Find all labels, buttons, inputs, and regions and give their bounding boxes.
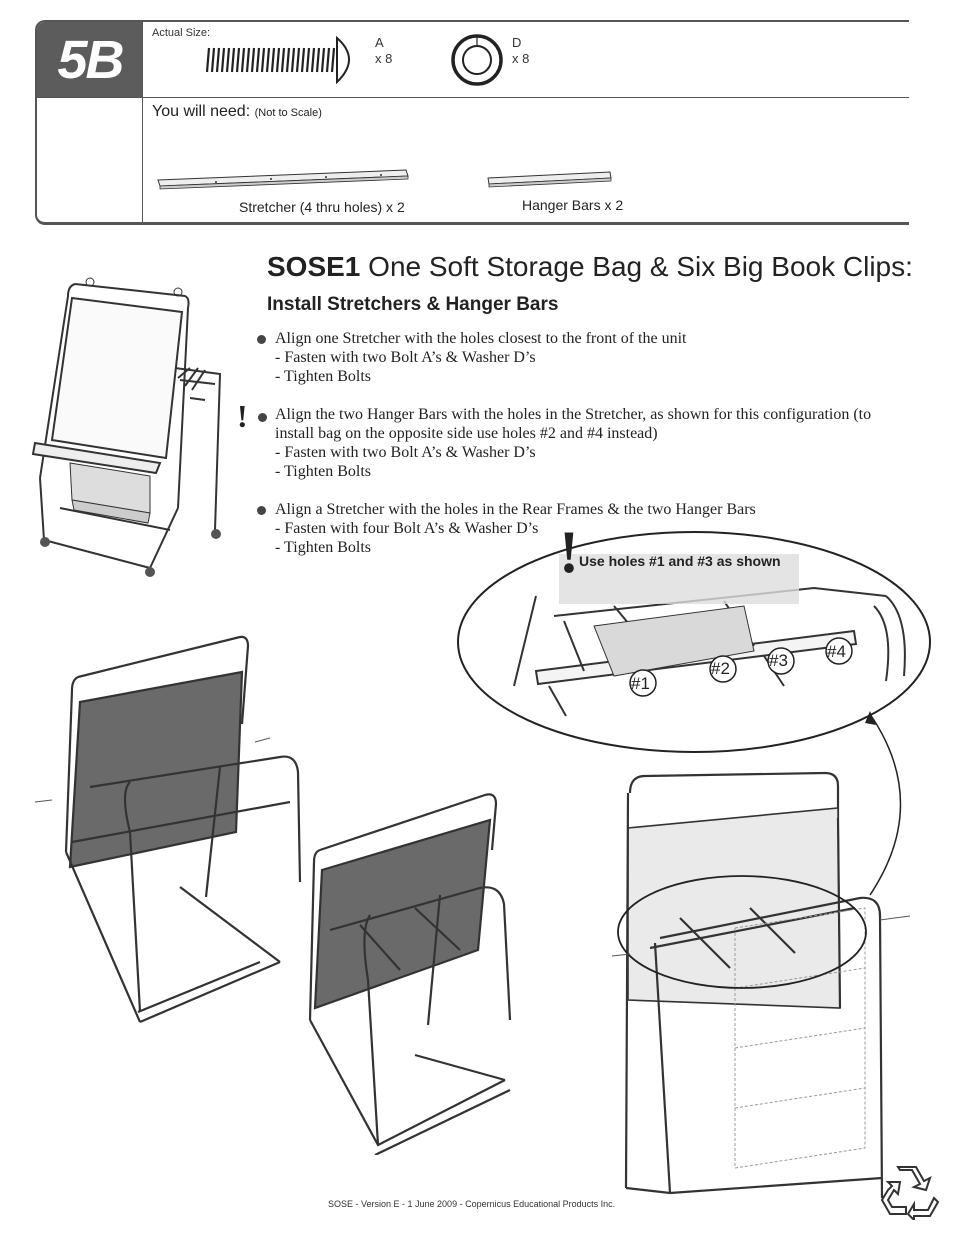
hole-1-label: #1 (631, 674, 650, 693)
hanger-label: Hanger Bars x 2 (522, 197, 624, 213)
step-bullet (258, 413, 267, 422)
frame-illustration-2 (300, 790, 540, 1155)
warning-icon: ! (559, 519, 579, 585)
actual-size-label: Actual Size: (152, 27, 211, 39)
frame-illustration-3 (600, 768, 930, 1208)
header-divider (37, 97, 909, 98)
part-d-qty: x 8 (512, 51, 530, 66)
you-will-need-label: You will need: (Not to Scale) (152, 103, 322, 120)
stretcher-label: Stretcher (4 thru holes) x 2 (239, 199, 405, 215)
stretcher-drawing (156, 166, 412, 192)
frame-illustration-1 (30, 632, 310, 1032)
hole-3-label: #3 (769, 651, 788, 670)
recycle-icon (878, 1162, 940, 1220)
step-2-text: Align the two Hanger Bars with the holes in the Stretcher, as shown for this configuration (to install bag on the opposite side use holes #2 and #4 instead) - Fasten with two Bolt A’s & Washer D’s - Tighten Bolts (275, 406, 872, 480)
footer-text: SOSE - Version E - 1 June 2009 - Copernicus Educational Products Inc. (328, 1199, 616, 1209)
hanger-bar-drawing (486, 168, 616, 190)
bolt-icon (203, 34, 359, 84)
easel-overview-illustration (30, 268, 240, 588)
step-badge: 5B (37, 22, 143, 98)
warning-icon: ! (237, 398, 248, 434)
page-subtitle: Install Stretchers & Hanger Bars (267, 294, 559, 315)
step-3-text: Align a Stretcher with the holes in the Rear Frames & the two Hanger Bars - Fasten with four Bolt A’s & Washer D’s - Tighten Bolts (275, 501, 756, 556)
part-d-letter: D (512, 35, 522, 50)
washer-icon (450, 33, 504, 87)
page-title: SOSE1 One Soft Storage Bag & Six Big Book Clips: (267, 251, 913, 282)
part-a-letter: A (375, 35, 384, 50)
header-column-divider (142, 22, 143, 223)
part-a-qty: x 8 (375, 51, 393, 66)
step-bullet (257, 335, 266, 344)
hole-2-label: #2 (711, 659, 730, 678)
callout-label: Use holes #1 and #3 as shown (579, 553, 781, 569)
hole-4-label: #4 (827, 642, 846, 661)
step-bullet (257, 506, 266, 515)
step-1-text: Align one Stretcher with the holes closest to the front of the unit - Fasten with two Bolt A’s & Washer D’s - Tighten Bolts (275, 330, 687, 385)
